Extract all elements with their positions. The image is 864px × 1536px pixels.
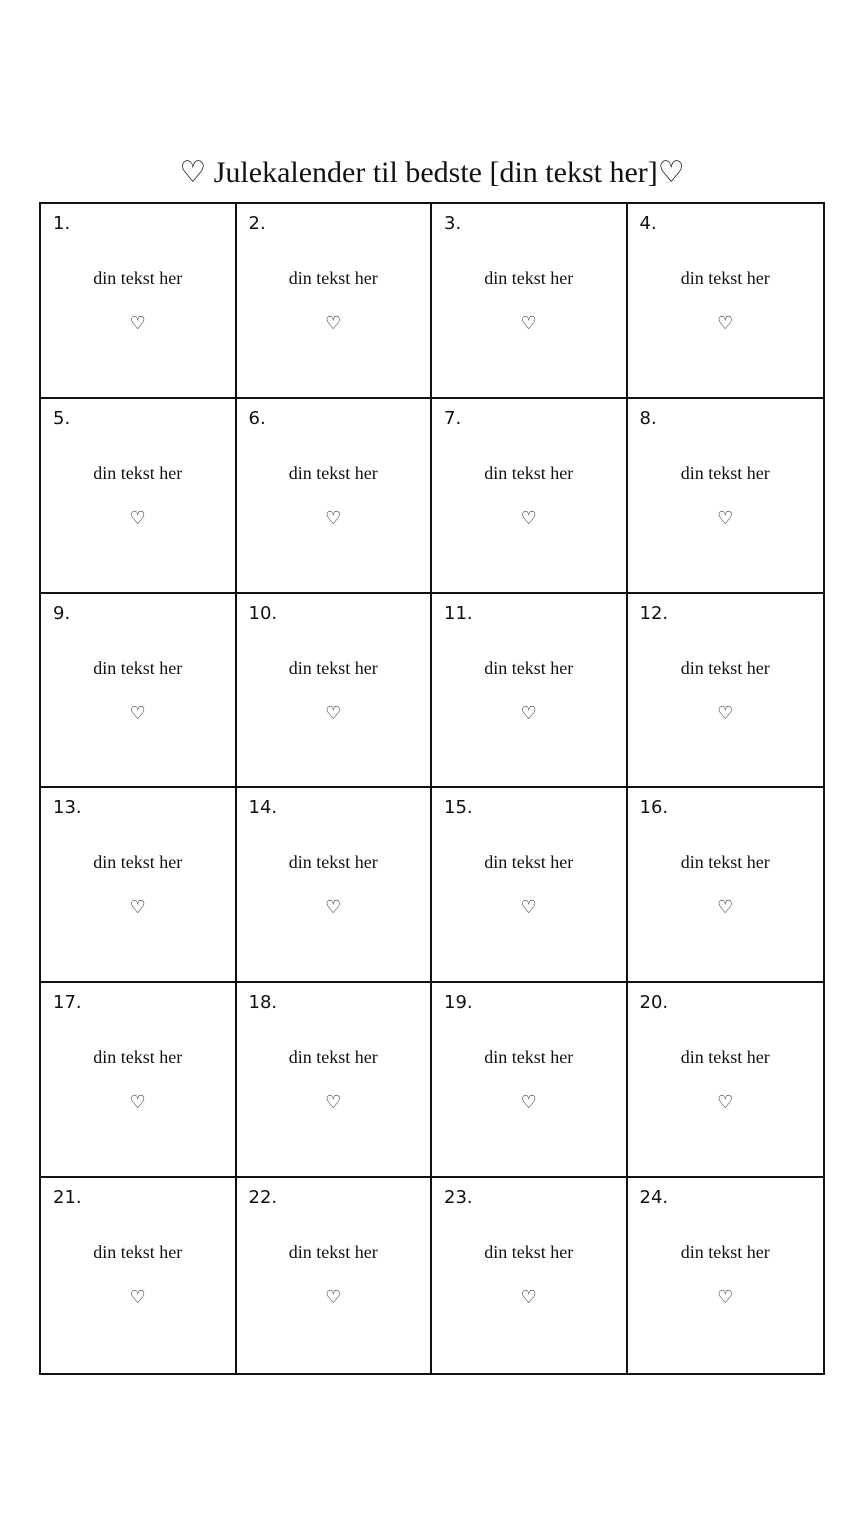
- heart-icon: ♡: [325, 507, 342, 529]
- day-number: 10.: [248, 602, 278, 624]
- day-text: din tekst her: [484, 1047, 574, 1068]
- day-number: 22.: [248, 1187, 278, 1209]
- day-number: 13.: [53, 797, 82, 819]
- day-text: din tekst her: [484, 462, 574, 483]
- calendar-cell: [432, 594, 628, 789]
- calendar-cell: [41, 788, 237, 983]
- heart-icon: ♡: [520, 313, 537, 334]
- heart-icon: ♡: [129, 313, 146, 334]
- calendar-cell: [628, 983, 824, 1178]
- heart-icon: ♡: [325, 897, 342, 919]
- heart-icon: ♡: [325, 313, 342, 334]
- heart-icon: ♡: [717, 507, 734, 529]
- heart-icon: ♡: [129, 702, 146, 724]
- heart-icon: ♡: [717, 1092, 734, 1114]
- day-number: 8.: [639, 407, 657, 429]
- calendar-cell: [628, 1178, 824, 1373]
- day-text: din tekst her: [484, 657, 574, 678]
- heart-icon: ♡: [717, 313, 734, 334]
- day-number: 6.: [248, 407, 266, 429]
- calendar-cell: [237, 788, 433, 983]
- day-text: din tekst her: [484, 1242, 574, 1263]
- heart-icon: ♡: [129, 1092, 146, 1114]
- calendar-cell: [628, 204, 824, 399]
- page-title: ♡ Julekalender til bedste [din tekst her]♡: [179, 156, 685, 189]
- heart-icon: ♡: [325, 702, 342, 724]
- heart-icon: ♡: [129, 897, 146, 919]
- heart-icon: ♡: [520, 702, 537, 724]
- calendar-cell: [237, 594, 433, 789]
- calendar-cell: [628, 594, 824, 789]
- day-text: din tekst her: [680, 462, 770, 483]
- day-number: 23.: [444, 1187, 473, 1209]
- day-text: din tekst her: [484, 852, 574, 873]
- day-text: din tekst her: [93, 852, 183, 873]
- day-text: din tekst her: [680, 1047, 770, 1068]
- day-text: din tekst her: [484, 268, 574, 288]
- day-text: din tekst her: [288, 1242, 378, 1263]
- calendar-cell: [41, 983, 237, 1178]
- day-number: 14.: [248, 797, 278, 819]
- day-number: 11.: [444, 602, 473, 624]
- day-number: 24.: [639, 1187, 669, 1209]
- heart-icon: ♡: [325, 1092, 342, 1114]
- calendar-cell: [41, 594, 237, 789]
- day-text: din tekst her: [680, 657, 770, 678]
- heart-icon: ♡: [520, 507, 537, 529]
- calendar-cell: [41, 1178, 237, 1373]
- day-number: 12.: [639, 602, 669, 624]
- calendar-cell: [628, 788, 824, 983]
- calendar-cell: [41, 399, 237, 594]
- day-number: 9.: [53, 602, 71, 624]
- day-number: 4.: [639, 213, 657, 234]
- calendar-cell: [628, 399, 824, 594]
- heart-icon: ♡: [520, 1092, 537, 1114]
- day-text: din tekst her: [93, 1242, 183, 1263]
- day-text: din tekst her: [288, 1047, 378, 1068]
- heart-icon: ♡: [520, 1287, 537, 1309]
- day-number: 5.: [53, 407, 71, 429]
- day-number: 3.: [444, 213, 462, 234]
- day-text: din tekst her: [93, 462, 183, 483]
- day-text: din tekst her: [680, 1242, 770, 1263]
- day-number: 17.: [53, 992, 82, 1014]
- day-text: din tekst her: [288, 852, 378, 873]
- calendar-cell: [432, 204, 628, 399]
- day-number: 21.: [53, 1187, 82, 1209]
- heart-icon: ♡: [129, 507, 146, 529]
- calendar-cell: [432, 983, 628, 1178]
- calendar-cell: [41, 204, 237, 399]
- day-number: 7.: [444, 407, 462, 429]
- calendar-cell: [432, 788, 628, 983]
- day-text: din tekst her: [93, 657, 183, 678]
- day-text: din tekst her: [288, 268, 378, 288]
- calendar-grid: [39, 202, 825, 1375]
- calendar-cell: [432, 399, 628, 594]
- heart-icon: ♡: [717, 702, 734, 724]
- day-number: 16.: [639, 797, 669, 819]
- day-text: din tekst her: [680, 852, 770, 873]
- calendar-cell: [237, 1178, 433, 1373]
- heart-icon: ♡: [129, 1287, 146, 1309]
- calendar-cell: [237, 983, 433, 1178]
- heart-icon: ♡: [717, 1287, 734, 1309]
- day-text: din tekst her: [93, 1047, 183, 1068]
- day-number: 20.: [639, 992, 669, 1014]
- day-text: din tekst her: [680, 268, 770, 288]
- heart-icon: ♡: [520, 897, 537, 919]
- calendar-cell: [432, 1178, 628, 1373]
- day-text: din tekst her: [93, 268, 183, 288]
- day-number: 15.: [444, 797, 473, 819]
- heart-icon: ♡: [717, 897, 734, 919]
- day-number: 19.: [444, 992, 473, 1014]
- day-number: 1.: [53, 213, 71, 234]
- day-number: 18.: [248, 992, 278, 1014]
- heart-icon: ♡: [325, 1287, 342, 1309]
- day-text: din tekst her: [288, 462, 378, 483]
- calendar-cell: [237, 399, 433, 594]
- calendar-cell: [237, 204, 433, 399]
- day-number: 2.: [248, 213, 266, 234]
- day-text: din tekst her: [288, 657, 378, 678]
